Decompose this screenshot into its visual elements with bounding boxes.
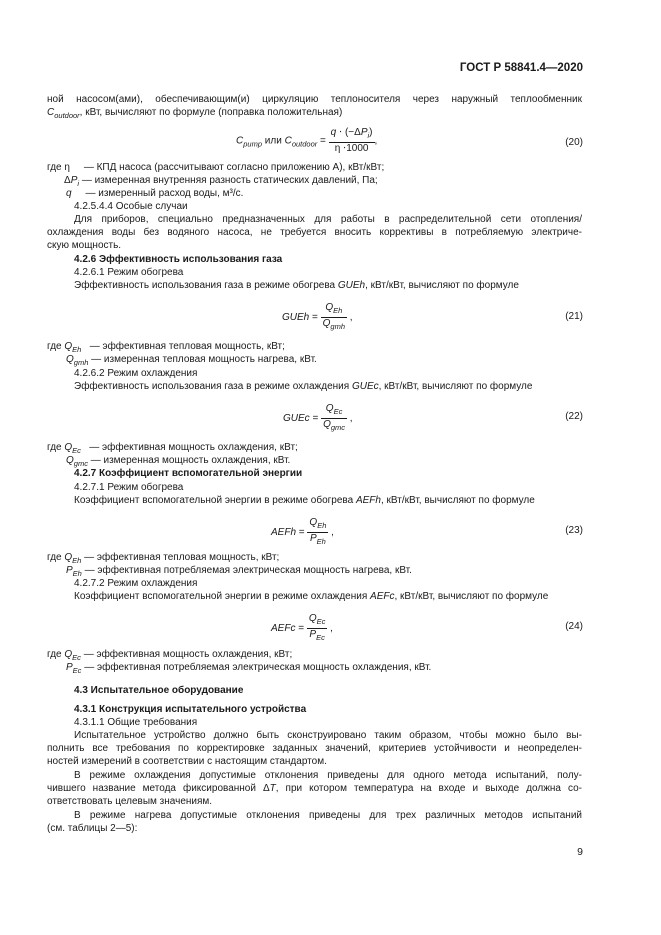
section-4-2-7-2: 4.2.7.2 Режим охлаждения <box>74 578 198 589</box>
para-2-line-3: ответствовать целевым значениям. <box>47 796 213 807</box>
def-pec: $P_{Ec}$ — эффективная потребляемая электрическая мощность охлаждения, кВт. <box>66 662 432 675</box>
formula-21-number: (21) <box>565 311 583 322</box>
section-4-2-7-1: 4.2.7.1 Режим обогрева <box>74 482 184 493</box>
para-special-1: Для приборов, специально предназначенных для работы в распределительной сети отопления/ <box>74 214 582 225</box>
formula-23-number: (23) <box>565 525 583 536</box>
para-2-line-2: чившего название метода фиксированной ΔT, при котором температура на входе и выходе должна со- <box>47 783 582 794</box>
formula-20-number: (20) <box>565 137 583 148</box>
text-aefh: Коэффициент вспомогательной энергии в режиме обогрева AEFh, кВт/кВт, вычисляют по формуле <box>74 495 535 506</box>
text-guec: Эффективность использования газа в режиме охлаждения GUEc, кВт/кВт, вычисляют по формуле <box>74 381 533 392</box>
def-q: q — измеренный расход воды, м³/с. <box>66 188 244 199</box>
para-1-line-2: полнить все требования по корректировке заданных значений, критериев устойчивости и неопределен- <box>47 743 582 754</box>
def-qgmc: $Q_{gmc}$ — измеренная мощность охлаждения, кВт. <box>66 455 291 468</box>
formula-24-number: (24) <box>565 621 583 632</box>
para-3-line-1: В режиме нагрева допустимые отклонения приведены для трех различных методов испытаний <box>74 810 582 821</box>
section-4-2-7-title: 4.2.7 Коэффициент вспомогательной энергии <box>74 468 303 479</box>
text-aefc: Коэффициент вспомогательной энергии в режиме охлаждения AEFc, кВт/кВт, вычисляют по формуле <box>74 591 549 602</box>
text-gueh: Эффективность использования газа в режиме обогрева GUEh, кВт/кВт, вычисляют по формуле <box>74 280 519 291</box>
intro-line-2: $C_{outdoor}$, кВт, вычисляют по формуле (поправка положительная) <box>47 107 343 120</box>
def-qeh: где $Q_{Eh}$ — эффективная тепловая мощность, кВт; <box>47 341 285 354</box>
para-special-2: охлаждения воды без водяного насоса, не требуется вносить коррективы в потребляемую электриче- <box>47 227 582 238</box>
para-1-line-1: Испытательное устройство должно быть сконструировано таким образом, чтобы можно было вы- <box>74 730 582 741</box>
page-number: 9 <box>577 846 583 858</box>
def-qeh-23: где $Q_{Eh}$ — эффективная тепловая мощность, кВт; <box>47 552 280 565</box>
para-3-line-2: (см. таблицы 2—5): <box>47 823 138 834</box>
para-special-3: скую мощность. <box>47 240 122 251</box>
formula-24: AEFc = $\frac{Q_{Ec}}{P_{Ec}}$ , <box>271 613 333 642</box>
standard-header: ГОСТ Р 58841.4—2020 <box>459 62 583 74</box>
formula-20: $C_{pump}$ или $C_{outdoor}$ = $\frac{q \cdot (-\Delta P_i)}{\eta \cdot 1000}$ , <box>236 127 378 154</box>
section-4-2-5-4-4: 4.2.5.4.4 Особые случаи <box>74 201 188 212</box>
def-qec: где $Q_{Ec}$ — эффективная мощность охлаждения, кВт; <box>47 442 298 455</box>
section-4-3-title: 4.3 Испытательное оборудование <box>74 685 244 696</box>
para-2-line-1: В режиме охлаждения допустимые отклонения приведены для одного метода испытаний, полу- <box>74 770 582 781</box>
def-qgmh: $Q_{gmh}$ — измеренная тепловая мощность нагрева, кВт. <box>66 354 317 367</box>
def-peh: $P_{Eh}$ — эффективная потребляемая электрическая мощность нагрева, кВт. <box>66 565 412 578</box>
intro-line-1: ной насосом(ами), обеспечивающим(и) циркуляцию теплоносителя через наружный теплообменник <box>47 94 582 105</box>
def-dp: $\Delta P_i$ — измеренная внутренняя разность статических давлений, Па; <box>64 175 378 188</box>
def-qec-24: где $Q_{Ec}$ — эффективная мощность охлаждения, кВт; <box>47 649 293 662</box>
section-4-3-1-1: 4.3.1.1 Общие требования <box>74 717 198 728</box>
formula-23: AEFh = $\frac{Q_{Eh}}{P_{Eh}}$ , <box>271 517 334 546</box>
section-4-2-6-2: 4.2.6.2 Режим охлаждения <box>74 368 198 379</box>
formula-22-number: (22) <box>565 411 583 422</box>
para-1-line-3: ностей измерений в соответствии с настоящим стандартом. <box>47 756 327 767</box>
section-4-2-6-1: 4.2.6.1 Режим обогрева <box>74 267 184 278</box>
section-4-3-1-title: 4.3.1 Конструкция испытательного устройства <box>74 704 307 715</box>
section-4-2-6-title: 4.2.6 Эффективность использования газа <box>74 254 283 265</box>
formula-21: GUEh = $\frac{Q_{Eh}}{Q_{gmh}}$ , <box>282 302 353 331</box>
def-eta: где η — КПД насоса (рассчитывают согласно приложению А), кВт/кВт; <box>47 162 385 173</box>
formula-22: GUEc = $\frac{Q_{Ec}}{Q_{gmc}}$ , <box>283 403 353 432</box>
